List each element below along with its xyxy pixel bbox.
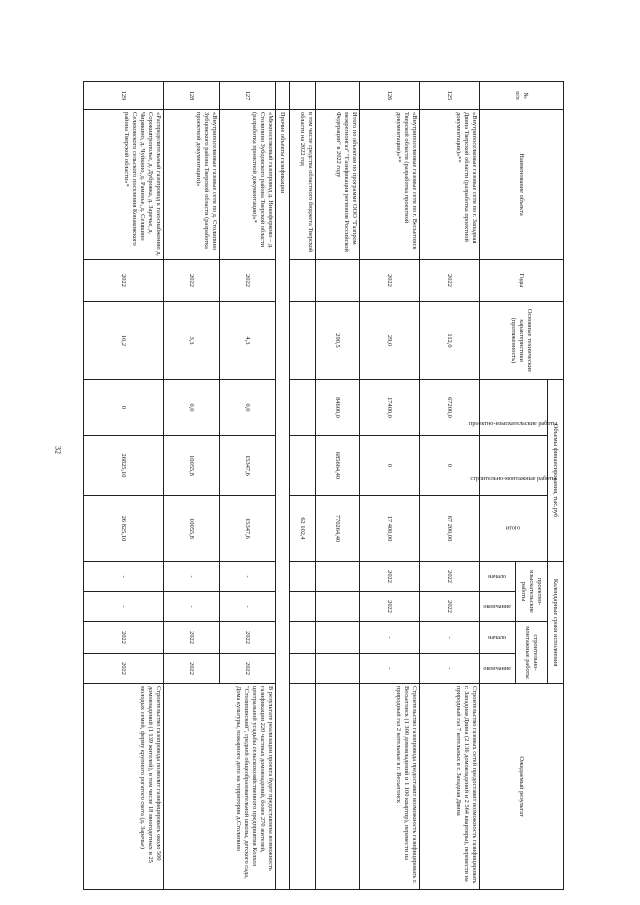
row-chars: 10,2 [84,302,164,380]
row-num: 127 [220,82,276,110]
row-construct-start: 2022 [220,622,276,654]
header-design-end: окончание [480,592,516,622]
row-construct: 10055,8 [164,436,220,496]
header-design-works: проектно-изыскательские работы [516,562,548,622]
row-design: 67200,0 [420,380,480,436]
row-chars: 29,0 [360,302,420,380]
row-design-start: - [84,562,164,592]
row-construct-end: - [420,654,480,684]
header-construct-end: окончание [480,654,516,684]
total-sum: 770264,40 [316,496,360,562]
row-design: 17400,0 [360,380,420,436]
row-construct-start: 2022 [164,622,220,654]
row-design-start: - [164,562,220,592]
rotated-page [84,81,564,889]
row-chars: 112,0 [420,302,480,380]
total-row [316,82,360,890]
row-total: 10055,8 [164,496,220,562]
row-design: 0,0 [164,380,220,436]
row-years: 2022 [164,260,220,302]
header-result: Ожидаемый результат [480,684,564,890]
table-row [84,82,164,890]
row-name: «Внутрипоселковые газовые сети по д. Столипино Зубцовского района Тверской области (разработка проектной документации)» [164,110,220,260]
header-calendar: Календарные сроки исполнения [548,562,564,684]
row-num: 128 [164,82,220,110]
row-name: «Внутрипоселковые газовые сети по г. Западная Двина Тверской области (разработка проектной документации)»** [420,110,480,260]
row-name: «Распределительный газопровод к газоснабжению д. Сорокиятрополье, д. Дубровка, д. Заречье, д. Чирякино, д. Чуйкино, д. Раменье, д. Селякино Селиховского сельского поселения Конаковского района Тверской области»* [84,110,164,260]
table-row [420,82,480,890]
row-construct-start: - [420,622,480,654]
row-total: 15347,6 [220,496,276,562]
row-design-start: 2022 [420,562,480,592]
gasification-table [83,81,564,890]
row-years: 2022 [220,260,276,302]
subtotal-sum: 62 102,4 [290,496,316,562]
header-characteristics: Основные технические характеристики (протяженность) [480,302,564,380]
header-funding-construct: строительно-монтажные работы [480,436,548,496]
row-design-end: 2022 [420,592,480,622]
header-construct-start: начало [480,622,516,654]
row-result: Строительство газопровода предоставит возможность газифицировать г. Весьегонск (1 300 домовладений и 1 100 квартир), перевести на природный газ 2 котельные в г. Весьегонск [360,684,420,890]
row-result: В результате реализации проекта будет предоставлена возможность газификации 220 частных домовладений, более 270 жителей, центральной усадьбы сельскохозяйственного предприятия Колхоз "Столипинский", средней общеобразовательной школы, детского сада, Дома культуры, пожарного депо на территории д.Столипино [164,684,276,890]
total-construct: 685664,40 [316,436,360,496]
row-total: 17 400,00 [360,496,420,562]
row-num: 125 [420,82,480,110]
table-row [220,82,276,890]
section-title: Прочие объекты газификации [276,110,290,890]
row-construct-end: - [360,654,420,684]
row-design-end: 2022 [360,592,420,622]
total-design: 84600,0 [316,380,360,436]
row-construct-end: 2022 [164,654,220,684]
header-years: Годы [480,260,564,302]
row-construct-start: - [360,622,420,654]
row-years: 2022 [360,260,420,302]
row-construct-end: 2022 [220,654,276,684]
row-name: «Внутрипоселковые газовые сети по г. Весьегонск Тверской области (разработка проектной документации)»** [360,110,420,260]
header-design-start: начало [480,562,516,592]
section-row [276,82,290,890]
row-construct-start: 2022 [84,622,164,654]
header-construct-works: строительно-монтажные работы [516,622,548,684]
page-number: 32 [53,446,63,454]
row-construct: 0 [360,436,420,496]
row-design-end: - [220,592,276,622]
row-construct: 26825,10 [84,436,164,496]
row-construct: 15347,6 [220,436,276,496]
table-row [360,82,420,890]
header-funding-total: итого [480,496,548,562]
row-design: 0,0 [220,380,276,436]
subtotal-row [290,82,316,890]
row-construct: 0 [420,436,480,496]
row-total: 67 200,00 [420,496,480,562]
total-chars: 290,5 [316,302,360,380]
subtotal-name: в том числе средства областного бюджета Тверской области на 2022 год [290,110,316,260]
row-result: Строительство газопровода позволит газифицировать около 500 домовладений (1 139 жителей), в том числе 18 многодетных и 25 молодых семей, ферму крупного рогатого скота (д. Заречье) [84,684,164,890]
row-chars: 3,3 [164,302,220,380]
header-name: Наименование объекта [480,110,564,260]
row-chars: 4,3 [220,302,276,380]
row-total: 26 825,10 [84,496,164,562]
row-name: «Межпоселковый газопровод д. Никифорково – д. Столипино Зубцовского района Тверской области (разработка проектной документации)»* [220,110,276,260]
header-funding-design: проектно-изыскательские работы [480,380,548,436]
row-years: 2022 [420,260,480,302]
row-num: 129 [84,82,164,110]
header-num: № п/п [480,82,564,110]
row-num: 126 [360,82,420,110]
row-design-end: - [84,592,164,622]
header-funding: Объемы финансирования, тыс.руб [548,380,564,562]
total-name: Итого по объектам по программе ООО "Газпром межрегионгаз" "Газификация регионов Российской Федерации" в 2022 году [316,110,360,260]
row-design-start: - [220,562,276,592]
row-result: Строительство газовых сетей предоставит возможность газифицировать г. Западная Двина (2 136 домовладений и 2 564 квартиры), перевести на природный газ 7 котельных в г. Западная Двина [420,684,480,890]
row-design-end: - [164,592,220,622]
row-years: 2022 [84,260,164,302]
row-construct-end: 2022 [84,654,164,684]
row-design: 0 [84,380,164,436]
row-design-start: 2022 [360,562,420,592]
